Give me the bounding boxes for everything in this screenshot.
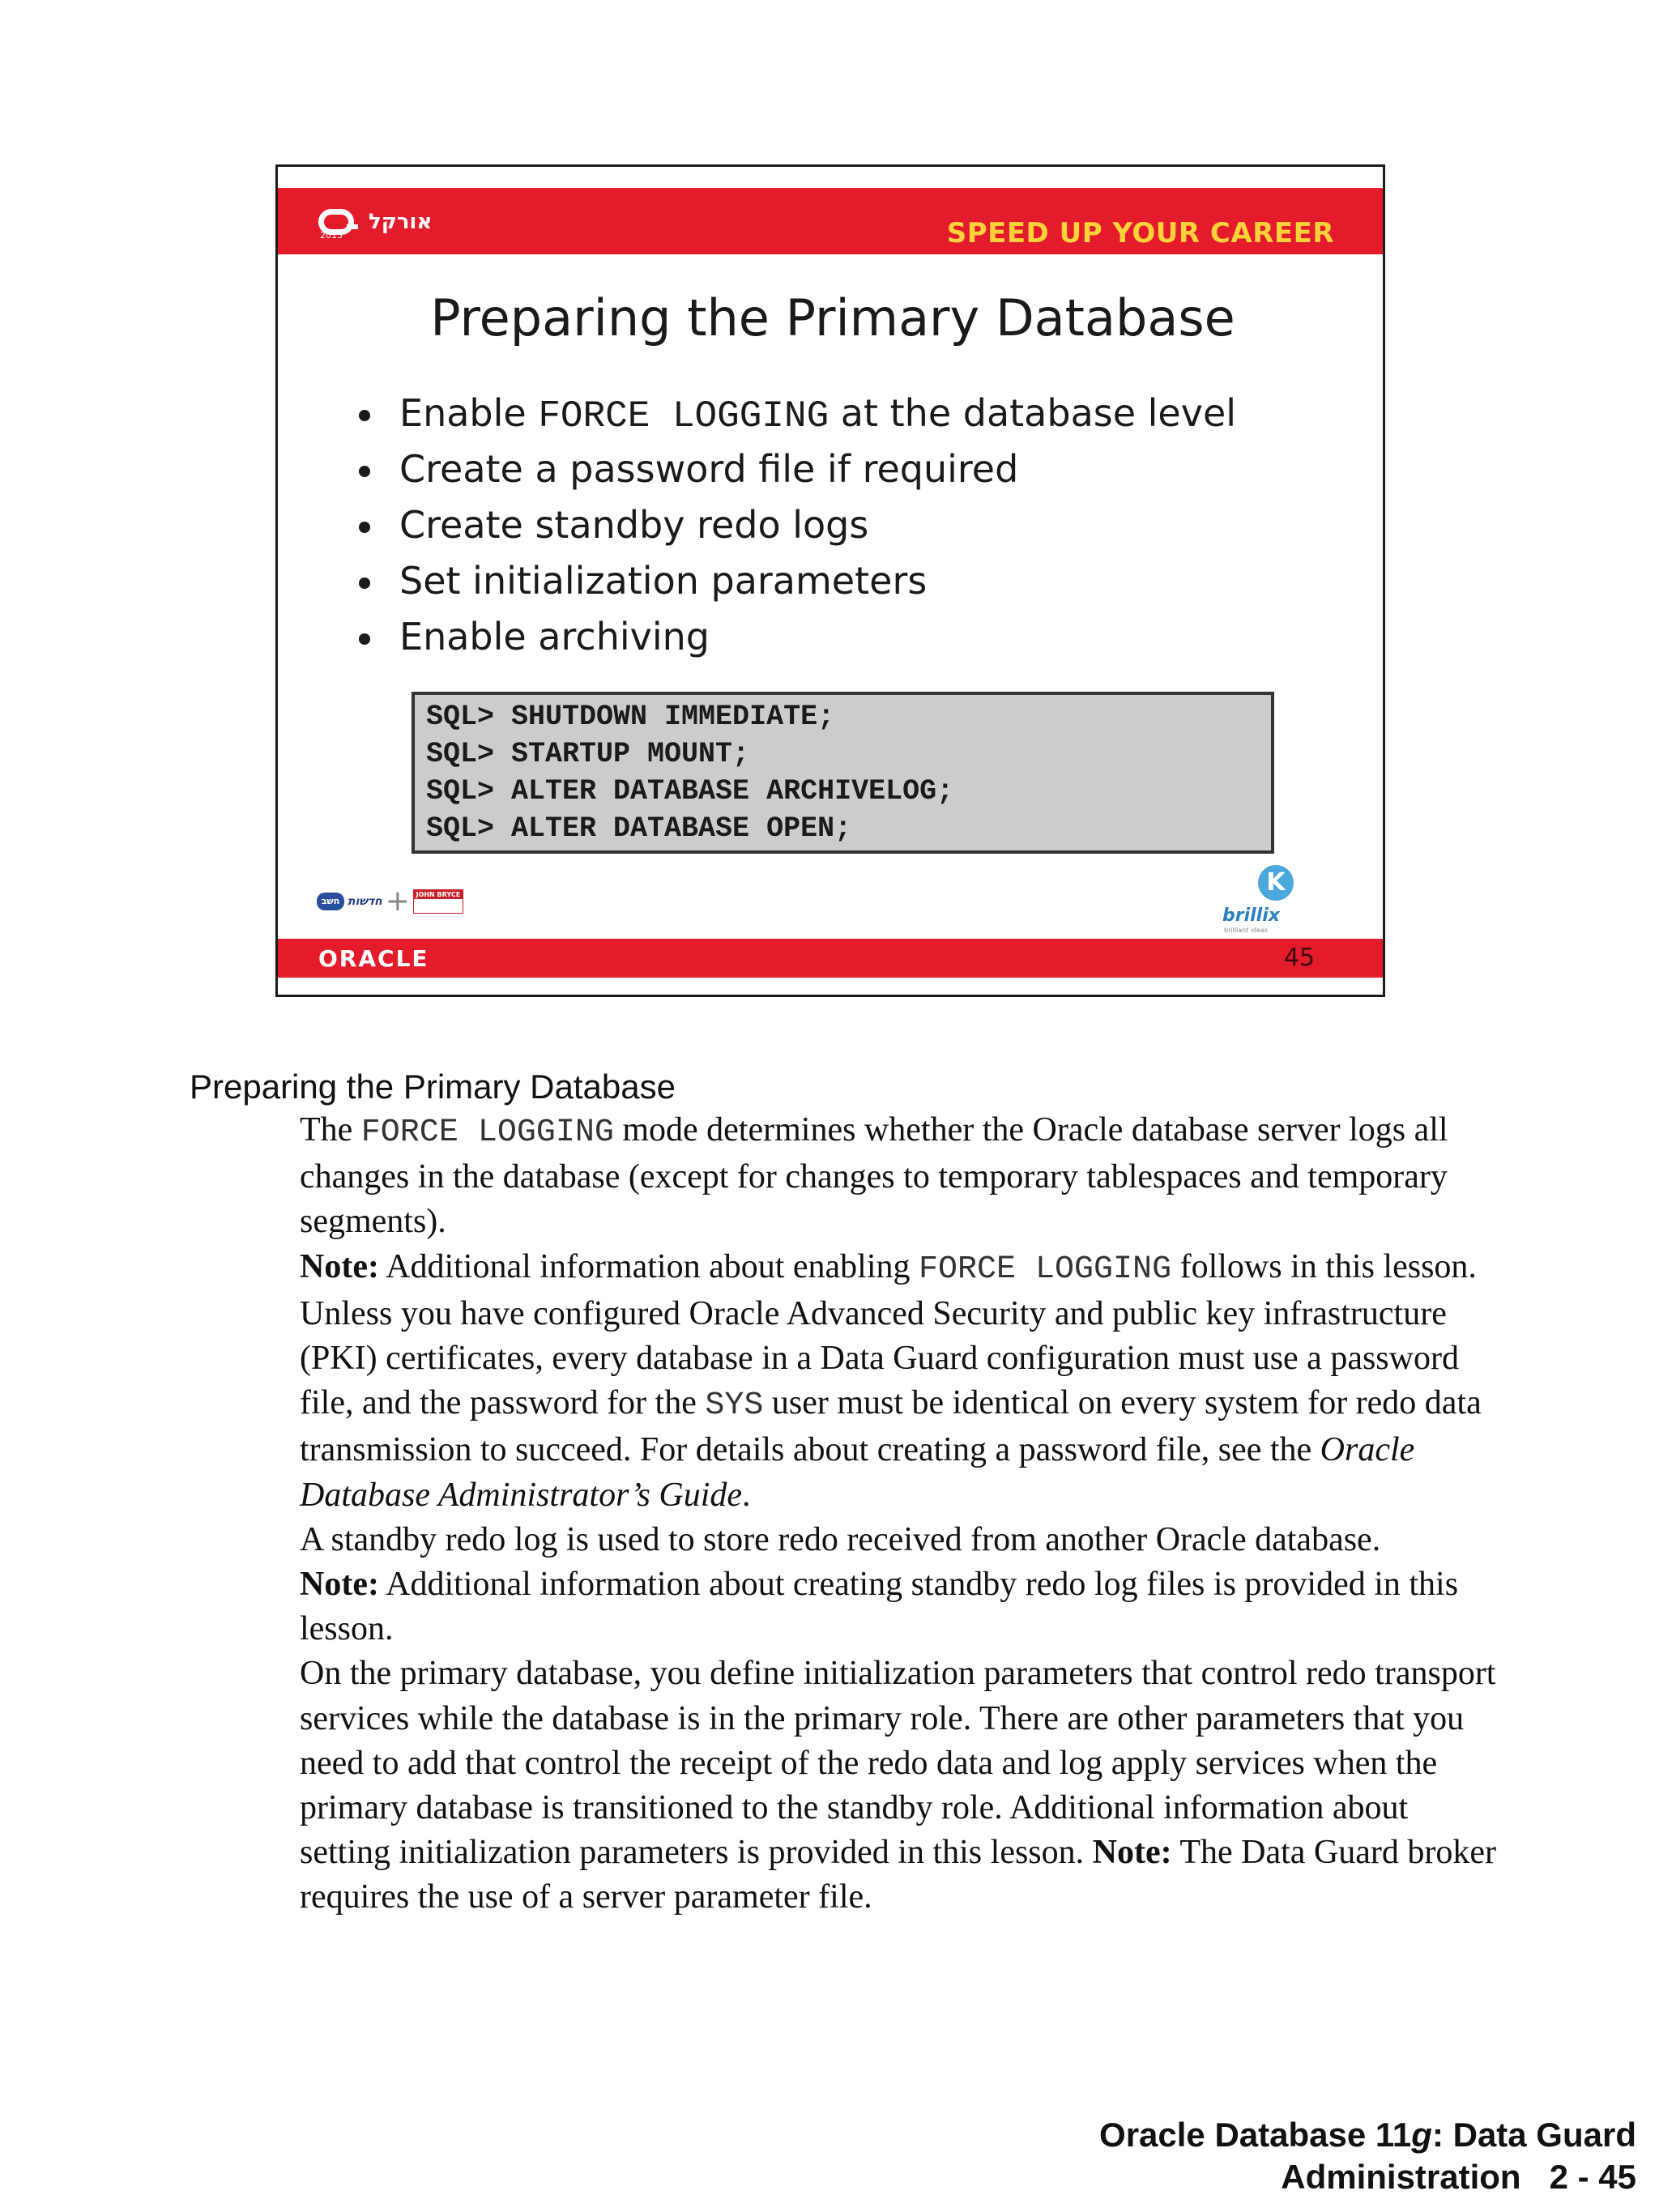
brillix-logo (1214, 865, 1303, 935)
note-label: Note: (1092, 1834, 1172, 1872)
slide-bullet-list (355, 386, 1236, 665)
john-bryce-label: JOHN BRYCE (414, 890, 463, 899)
footer-g: g (1411, 2116, 1432, 2154)
brillix-sub: brilliant ideas (1224, 927, 1269, 934)
footer-line-1 (1099, 2114, 1636, 2156)
bullet-item (355, 386, 1236, 441)
footer-line-2: Administration 2 - 45 (1281, 2158, 1636, 2196)
text: follows in this lesson. (1171, 1247, 1477, 1285)
logo-year: 2013 (320, 230, 343, 241)
text: . (742, 1476, 751, 1514)
slide-title: Preparing the Primary Database (430, 288, 1235, 347)
bullet-item (355, 609, 1236, 665)
notes-paragraph (300, 1108, 1499, 1245)
bullet-item (355, 441, 1236, 497)
notes-paragraph: A standby redo log is used to store redo received from another Oracle database. (300, 1520, 1381, 1558)
footer-text: Oracle Database 11 (1099, 2116, 1412, 2154)
code-line: SQL> SHUTDOWN IMMEDIATE; (426, 701, 835, 733)
bullet-text: Set initialization parameters (399, 559, 928, 603)
notes-heading: Preparing the Primary Database (190, 1068, 676, 1106)
code-line: SQL> ALTER DATABASE ARCHIVELOG; (426, 775, 954, 808)
text: Additional information about creating standby redo log files is provided in this lesson. (300, 1566, 1459, 1648)
text: user must be identical on every system for redo data transmission to succeed. For details about creating a password file, see the (300, 1384, 1482, 1469)
inline-code: SYS (705, 1387, 764, 1425)
text: Additional information about enabling (378, 1247, 919, 1285)
bullet-item (355, 553, 1236, 609)
note-label: Note: (300, 1247, 379, 1285)
partner-badge: חשב (317, 893, 344, 910)
john-bryce-logo (413, 889, 463, 914)
plus-icon: + (385, 884, 410, 918)
oracle-logo: ORACLE (318, 945, 429, 972)
inline-code: FORCE LOGGING (360, 1115, 614, 1151)
text: mode determines whether the Oracle database server logs all changes in the database (except for changes to temporary tablespaces and temporary segments). (300, 1111, 1448, 1241)
notes-paragraph (300, 1562, 1499, 1652)
slide-header-bar (278, 188, 1383, 254)
guide-title: Oracle Database Administrator’s Guide (300, 1431, 1415, 1514)
inline-code: FORCE LOGGING (919, 1251, 1172, 1288)
text: The (300, 1111, 361, 1149)
bullet-item (355, 497, 1236, 553)
bullet-text: Create standby redo logs (399, 503, 869, 547)
bullet-text: Enable (399, 391, 539, 435)
notes-body (300, 1108, 1499, 1920)
brillix-mark-icon: K (1258, 865, 1294, 901)
note-label: Note: (300, 1566, 379, 1604)
text: The Data Guard broker requires the use of a server parameter file. (300, 1834, 1497, 1916)
code-line: SQL> ALTER DATABASE OPEN; (426, 812, 852, 845)
sql-code-box (412, 692, 1274, 854)
bullet-text: Create a password file if required (399, 447, 1019, 491)
partner-logos (317, 884, 463, 918)
text: Unless you have configured Oracle Advanced Security and public key infrastructure (PKI) certificates, every database in a Data Guard configuration must use a password file, and the password for the (300, 1294, 1459, 1422)
notes-paragraph (300, 1652, 1499, 1920)
bullet-code: FORCE LOGGING (538, 395, 830, 437)
slide-tagline: SPEED UP YOUR CAREER (946, 217, 1334, 249)
bullet-text: Enable archiving (399, 615, 710, 658)
partner-text: חדשות (348, 895, 382, 908)
brillix-word: brillix (1222, 906, 1280, 926)
code-line: SQL> STARTUP MOUNT; (426, 738, 750, 770)
bullet-text-tail: at the database level (829, 391, 1237, 435)
page-footer (1099, 2114, 1636, 2198)
slide-frame (275, 164, 1385, 997)
slide-number: 45 (1283, 944, 1315, 972)
notes-paragraph (300, 1245, 1499, 1292)
logo-text: אורקל (369, 210, 433, 234)
footer-text: : Data Guard (1431, 2116, 1636, 2154)
slide-footer-bar (278, 939, 1383, 978)
notes-paragraph (300, 1292, 1499, 1518)
text: On the primary database, you define initialization parameters that control redo transport services while the database is in the primary role. There are other parameters that you need to add that control the receipt of the redo data and log apply services when the primary database is transitioned to the standby role. Additional information about setting initialization parameters is provided in this lesson. (300, 1655, 1496, 1872)
